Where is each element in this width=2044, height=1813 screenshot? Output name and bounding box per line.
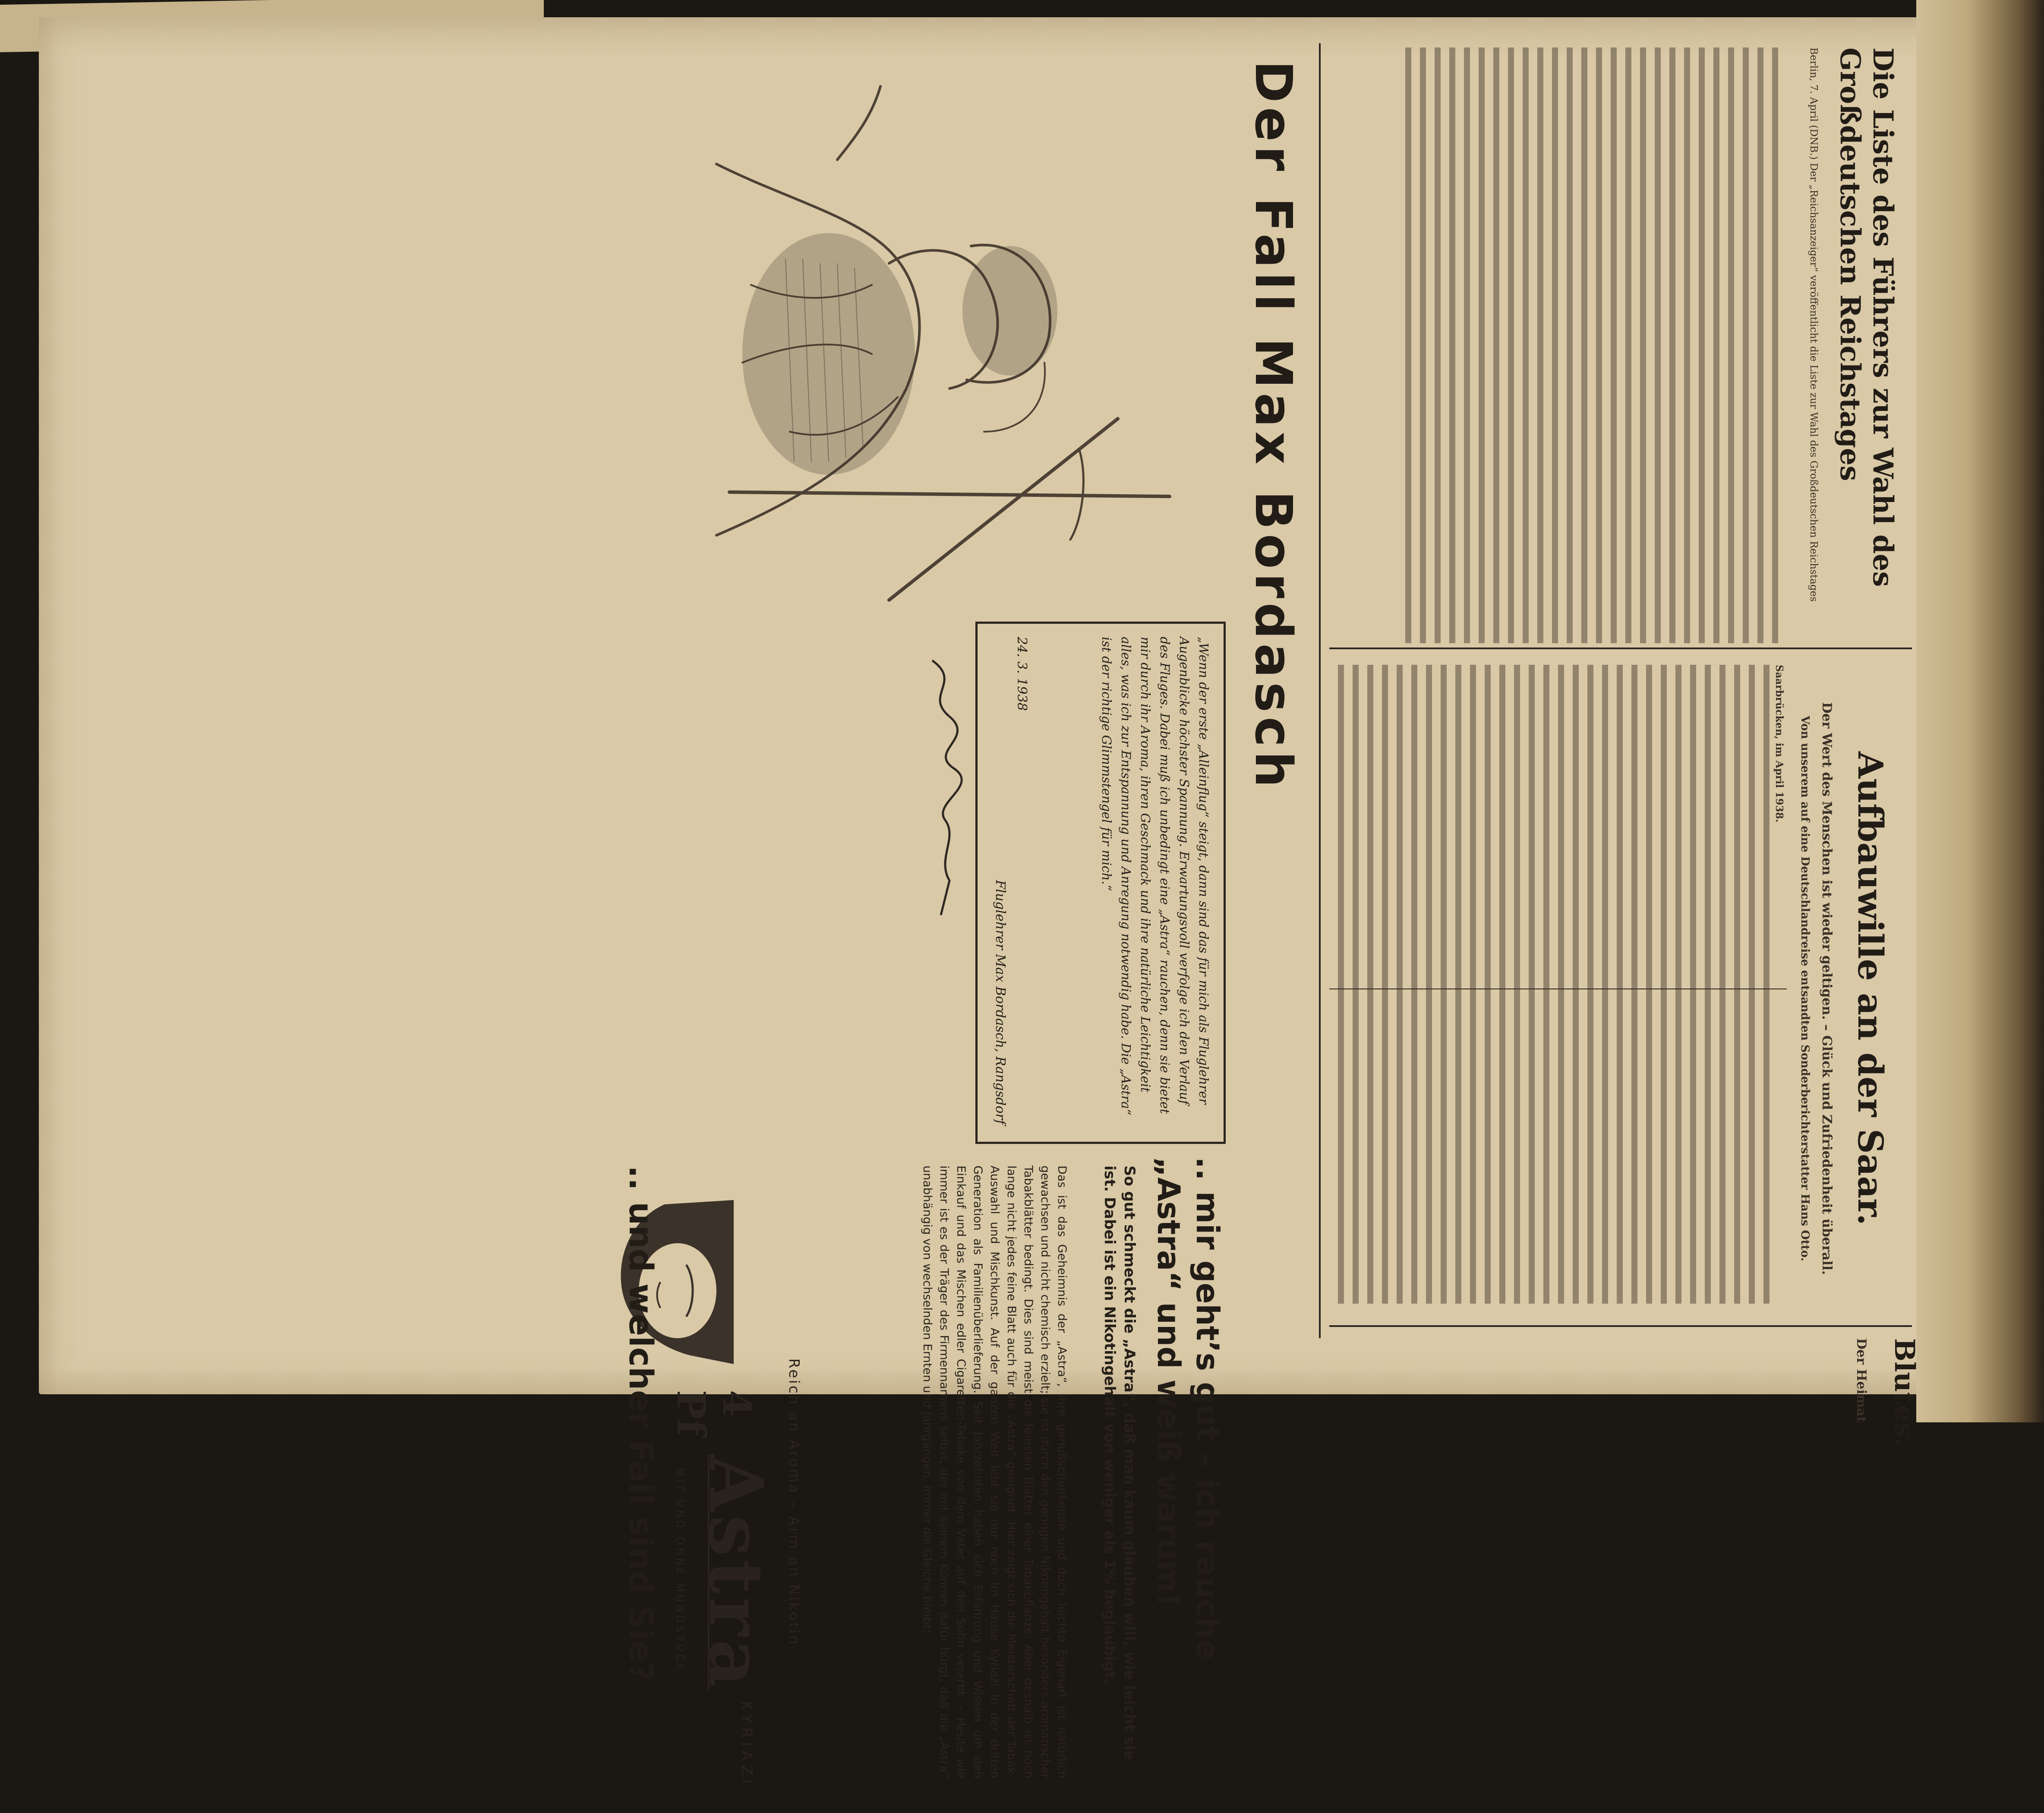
ad-tagline: Reich an Aroma – Arm an Nikotin: [786, 1358, 803, 1646]
article-dateline: Saarbrücken, im April 1938.: [1773, 665, 1785, 823]
rotated-page-content: [52, 17, 1951, 1788]
article-title: Blutes.: [1888, 1338, 1921, 1448]
slogan-line-2: „Astra“ und weiß warum!: [1151, 1157, 1187, 1607]
ad-closing-line: .. und welcher Fall sind Sie?: [622, 1166, 660, 1682]
brand-mouthpiece: MIT UND OHNE MUNDSTÜCK: [674, 1468, 686, 1674]
article-subtitle: Der Heimat: [1854, 1338, 1869, 1423]
column-rule: [1329, 648, 1912, 649]
article-title: Aufbauwille an der Saar.: [1850, 751, 1891, 1226]
pilot-illustration: [695, 60, 1226, 622]
column-rule: [1329, 1325, 1912, 1327]
article-dateline: Berlin, 7. April (DNB.) Der „Reichsanzeiger“ veröffentlicht die Liste zur Wahl des Großdeutschen Reichstages: [1808, 47, 1819, 602]
article-subtitle: Der Wert des Menschen ist wieder geltigen. – Glück und Zufriedenheit überall.: [1819, 702, 1834, 1275]
testimonial-box: [975, 622, 1226, 1144]
brand-maker: KYRIAZI: [738, 1701, 755, 1788]
testimonial-signature: Fluglehrer Max Bordasch, Rangsdorf: [993, 880, 1008, 1124]
testimonial-quote: „Wenn der erste „Alleinflug“ steigt, dann sind das für mich als Fluglehrer Augenblicke höchster Spannung. Erwartungsvoll verfolge ich den Verlauf des Fluges. Dabei muß ich unbedingt eine „Astra“ rauchen, denn sie bietet mir durch ihr Aroma, ihren Geschmack und ihre natürliche Leichtigkeit alles, was ich zur Entspannung und Anregung notwendig habe. Die „Astra“ ist der richtige Glimmstengel für mich.“: [1099, 637, 1211, 1115]
section-rule: [1319, 43, 1321, 1338]
ad-body-text: Das ist das Geheimnis der „Astra“, ihre genußschenkende und doch leichte Eigenart ist natürlich gewachsen und nicht chemisch erzielt; sie ist durch den geringen Nikotingehalt besonders aromatischer Tabakblätter bedingt. Dies sind meist die feinsten Blätter einer Tabakpflanze. Aber deshalb ist noch lange nicht jedes feine Blatt auch für die „Astra“ geeignet. Hier zeigt sich die Meisterschaft der Tabak-Auswahl und Mischkunst. Auf der ganzen Welt lebt sie nur noch im Hause Kyriazi in der dritten Generation als Familienüberlieferung. Seit Jahrzehnten haben sich Erfahrung und Wissen um den Einkauf und das Mischen edler Cigaretten-Tabake von dem Vater auf den Sohn vererbt. – Heute wie immer ist es der Träger des Firmennamens selbst, der mit seinem Können dafür bürgt, daß die „Astra“ unabhängig von wechselnden Ernten und Jahrgängen, immer die Gleiche bleibt:: [921, 1166, 1069, 1778]
brand-name: Astra: [693, 1455, 779, 1690]
article-body-text: [1398, 47, 1778, 643]
sub-slogan: So gut schmeckt die „Astra“, daß man kaum glauben will, wie leicht sie ist. Dabei ist ein Nikotingehalt von weniger als 1% beglaubigt.: [1101, 1166, 1138, 1760]
handwritten-signature: [915, 656, 971, 924]
brand-price: 4 Pf: [668, 1390, 760, 1436]
article-byline: Von unserem auf eine Deutschlandreise entsandten Sonderberichterstatter Hans Otto.: [1798, 716, 1811, 1261]
article-title: Die Liste des Führers zur Wahl des Großdeutschen Reichstages: [1834, 47, 1899, 587]
ad-headline: Der Fall Max Bordasch: [1244, 60, 1303, 792]
article-body-text: [1329, 665, 1770, 1304]
testimonial-date: 24. 3. 1938: [1014, 637, 1029, 711]
slogan-line-1: .. mir geht’s gut – ich rauche: [1189, 1157, 1226, 1661]
